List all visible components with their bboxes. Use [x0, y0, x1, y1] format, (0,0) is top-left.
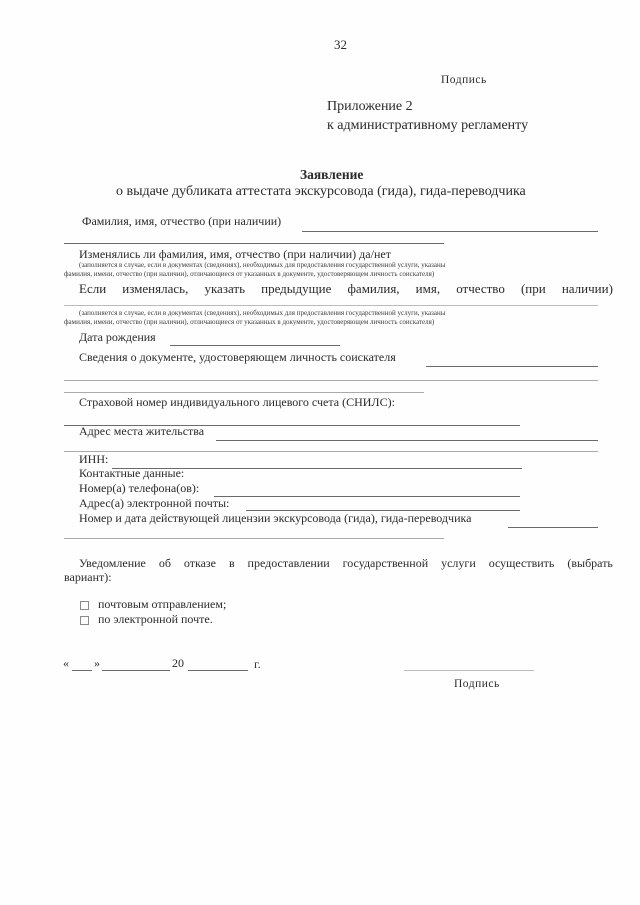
prev-word: (при [520, 281, 546, 296]
snils-label: Страховой номер индивидуального лицевого счета (СНИЛС): [79, 395, 395, 409]
date-year-suffix: г. [254, 657, 261, 671]
mail-option-checkbox[interactable] [80, 601, 89, 610]
notification-word: осуществить [488, 556, 555, 570]
top-signature-label: Подпись [441, 74, 487, 86]
license-label: Номер и дата действующей лицензии экскурсовода (гида), гида-переводчика [79, 511, 472, 525]
appendix-subtitle: к административному регламенту [327, 118, 529, 133]
date-close-quote: » [94, 656, 100, 670]
prev-word: фамилия, [347, 281, 400, 296]
prev-word: указать [204, 281, 246, 296]
notification-word: услуги [441, 556, 476, 570]
document-title: Заявление [300, 167, 364, 182]
notification-word: отказе [183, 556, 216, 570]
fio-input-line[interactable] [302, 231, 598, 232]
prev-word: наличии) [561, 281, 613, 296]
notification-text-line-2: вариант): [64, 570, 112, 584]
notification-text [79, 556, 613, 571]
notification-word: Уведомление [79, 556, 146, 570]
fio-input-line-2[interactable] [64, 243, 444, 244]
signature-input-line[interactable] [404, 670, 534, 671]
email-option-label: по электронной почте. [98, 612, 213, 626]
contacts-label: Контактные данные: [79, 466, 185, 480]
bottom-signature-label: Подпись [454, 678, 500, 690]
id-document-label: Сведения о документе, удостоверяющем личность соискателя [79, 350, 396, 364]
id-document-input-line-2[interactable] [64, 380, 598, 381]
notification-word: (выбрать [567, 556, 613, 570]
address-input-line-2[interactable] [64, 451, 598, 452]
previous-name-input-line[interactable] [64, 305, 598, 306]
note-1-line-1: (заполняется в случае, если в документах (сведениях), необходимых для предоставления государственной услуги, указаны [79, 261, 446, 269]
appendix-title: Приложение 2 [327, 99, 413, 114]
note-2-line-2: фамилия, имени, отчество (при наличии), отличающиеся от указанных в документе, удостоверяющем личность соискателя) [64, 318, 435, 326]
notification-word: в [228, 556, 235, 570]
prev-word: Если [79, 281, 107, 296]
phone-input-line[interactable] [214, 496, 520, 497]
id-document-input-line[interactable] [426, 366, 598, 367]
fio-label: Фамилия, имя, отчество (при наличии) [82, 214, 282, 228]
birth-date-input-line[interactable] [170, 345, 340, 346]
date-day-input-line[interactable] [72, 670, 92, 671]
date-year-prefix: 20 [172, 656, 184, 670]
prev-word: предыдущие [261, 281, 332, 296]
license-input-line-2[interactable] [64, 538, 444, 539]
notification-word: об [158, 556, 171, 570]
birth-date-label: Дата рождения [79, 330, 156, 344]
phone-label: Номер(а) телефона(ов): [79, 481, 200, 495]
document-subtitle: о выдаче дубликата аттестата экскурсовода (гида), гида-переводчика [116, 184, 526, 199]
page-number: 32 [334, 37, 347, 52]
inn-label: ИНН: [79, 452, 109, 466]
date-open-quote: « [63, 656, 69, 670]
email-option-checkbox[interactable] [80, 616, 89, 625]
mail-option-label: почтовым отправлением; [98, 597, 227, 611]
date-year-input-line[interactable] [188, 670, 248, 671]
date-month-input-line[interactable] [102, 670, 170, 671]
notification-word: предоставлении [247, 556, 330, 570]
prev-word: изменялась, [122, 281, 189, 296]
id-document-input-line-3[interactable] [64, 392, 424, 393]
prev-word: отчество [456, 281, 505, 296]
name-changed-label: Изменялись ли фамилия, имя, отчество (при наличии) да/нет [79, 247, 391, 261]
notification-word: государственной [342, 556, 429, 570]
prev-word: имя, [415, 281, 441, 296]
license-input-line[interactable] [508, 527, 598, 528]
note-2-line-1: (заполняется в случае, если в документах (сведениях), необходимых для предоставления государственной услуги, указаны [79, 309, 446, 317]
address-input-line[interactable] [216, 440, 598, 441]
address-label: Адрес места жительства [79, 424, 205, 438]
previous-name-label [79, 281, 613, 297]
note-1-line-2: фамилия, имени, отчество (при наличии), отличающиеся от указанных в документе, удостоверяющем личность соискателя) [64, 270, 435, 278]
email-label: Адрес(а) электронной почты: [79, 496, 230, 510]
